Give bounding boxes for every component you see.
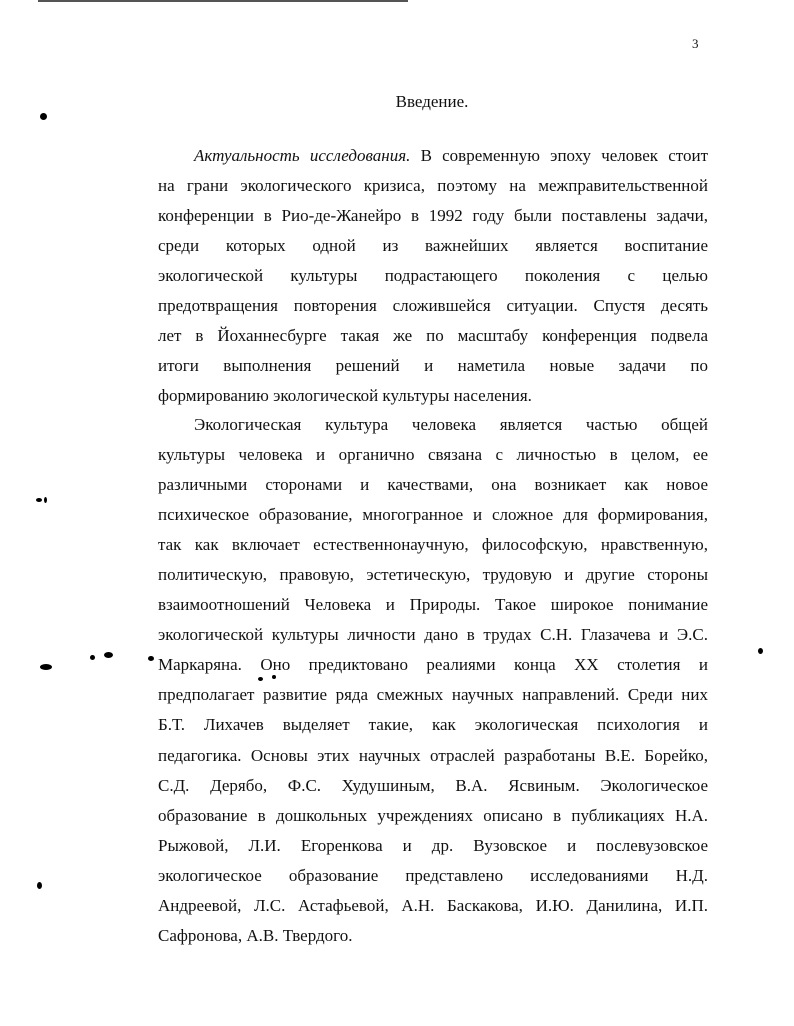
paragraph-line: Рыжовой, Л.И. Егоренкова и др. Вузовское и послевузовское [158,835,708,855]
paragraph-line: итоги выполнения решений и наметила новые задачи по [158,356,708,376]
scan-speck [104,652,113,658]
scan-speck [272,675,276,679]
section-heading: Введение. [395,92,469,111]
scan-speck [758,648,763,654]
paragraph-ecological-culture [158,410,708,951]
scan-speck [40,664,52,670]
paragraph-line: среди которых одной из важнейших является воспитание [158,236,708,256]
scan-speck [36,498,42,502]
paragraph-line: на грани экологического кризиса, поэтому на межправительственной [158,176,708,196]
paragraph-line: конференции в Рио-де-Жанейро в 1992 году были поставлены задачи, [158,206,708,226]
paragraph-line: предполагает развитие ряда смежных научных направлений. Среди них [158,685,708,705]
paragraph-line: образование в дошкольных учреждениях описано в публикациях Н.А. [158,805,708,825]
paragraph-line: экологическое образование представлено исследованиями Н.Д. [158,865,708,885]
paragraph-line: формированию экологической культуры населения. [158,386,532,406]
scan-speck [40,113,47,120]
paragraph-line: Сафронова, А.В. Твердого. [158,925,353,945]
scan-speck [44,497,47,503]
scan-speck [90,655,95,660]
scan-speck [148,656,154,661]
paragraph-line-text: В современную эпоху человек стоит [410,146,708,165]
paragraph-line: Экологическая культура человека является частью общей [194,415,708,434]
paragraph-line: различными сторонами и качествами, она возникает как новое [158,475,708,495]
relevance-lead: Актуальность исследования. [194,146,411,165]
paragraph-line: Б.Т. Лихачев выделяет такие, как экологическая психология и [158,715,708,735]
paragraph-line: культуры человека и органично связана с личностью в целом, ее [158,445,708,465]
paragraph-line: психическое образование, многогранное и сложное для формирования, [158,505,708,525]
scan-speck [37,882,42,889]
paragraph-line: так как включает естественнонаучную, философскую, нравственную, [158,535,708,555]
paragraph-line: педагогика. Основы этих научных отраслей разработаны В.Е. Борейко, [158,745,708,765]
page-number: 3 [692,36,699,51]
paragraph-line: политическую, правовую, эстетическую, трудовую и другие стороны [158,565,708,585]
paragraph-relevance [158,141,708,411]
top-scan-rule [38,0,408,2]
paragraph-line: С.Д. Дерябо, Ф.С. Худушиным, В.А. Ясвиным. Экологическое [158,775,708,795]
paragraph-line: предотвращения повторения сложившейся ситуации. Спустя десять [158,296,708,316]
paragraph-line: экологической культуры подрастающего поколения с целью [158,266,708,286]
paragraph-line: экологической культуры личности дано в трудах С.Н. Глазачева и Э.С. [158,625,708,645]
paragraph-line: Андреевой, Л.С. Астафьевой, А.Н. Баскакова, И.Ю. Данилина, И.П. [158,895,708,915]
paragraph-line: взаимоотношений Человека и Природы. Такое широкое понимание [158,595,708,615]
paragraph-line [158,141,708,171]
paragraph-line: лет в Йоханнесбурге такая же по масштабу конференция подвела [158,326,708,346]
scan-speck [258,677,263,681]
paragraph-line: Маркаряна. Оно предиктовано реалиями конца XX столетия и [158,655,708,675]
